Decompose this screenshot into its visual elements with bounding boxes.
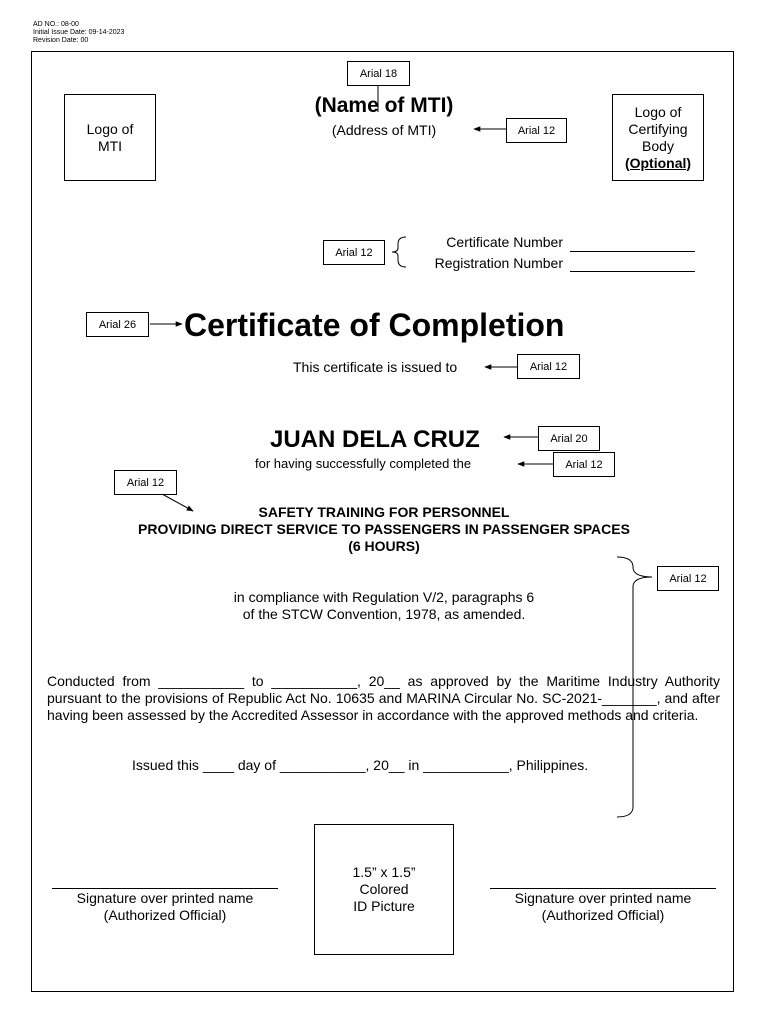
optional-label: (Optional) [624, 154, 692, 171]
left-official-label: (Authorized Official) [103, 907, 227, 923]
certificate-number-blank[interactable] [570, 251, 695, 252]
course-line-1: SAFETY TRAINING FOR PERSONNEL [258, 504, 510, 520]
course-font-tag-label: Arial 12 [126, 476, 165, 489]
left-signature-block [52, 890, 278, 924]
mti-address: (Address of MTI) [331, 122, 437, 138]
issued-to-text: This certificate is issued to [293, 359, 458, 375]
completed-text: for having successfully completed the [255, 456, 472, 471]
mti-logo-label: Logo of MTI [86, 120, 134, 154]
id-picture-label: ID Picture [353, 898, 415, 914]
id-picture-size: 1.5” x 1.5” [352, 864, 416, 880]
certifying-logo-label-2: Certifying [628, 120, 688, 137]
title-font-tag-label: Arial 26 [98, 318, 137, 331]
id-picture-colored: Colored [359, 881, 409, 897]
certificate-title: Certificate of Completion [184, 307, 565, 343]
issued-font-tag-label: Arial 12 [529, 360, 568, 373]
compliance-line-2: of the STCW Convention, 1978, as amended. [242, 606, 526, 622]
completed-font-tag-label: Arial 12 [565, 458, 603, 471]
mti-logo-placeholder [64, 94, 156, 181]
number-labels [400, 232, 563, 274]
certifying-logo-label-1: Logo of [634, 103, 682, 120]
course-font-tag [114, 470, 177, 495]
recipient-font-tag-label: Arial 20 [550, 432, 588, 445]
name-font-tag-label: Arial 18 [359, 67, 398, 80]
document-control-info [33, 21, 124, 45]
body-font-tag-label: Arial 12 [669, 572, 707, 585]
course-line-2: PROVIDING DIRECT SERVICE TO PASSENGERS IN PASSENGER SPACES [138, 521, 630, 537]
address-font-tag-label: Arial 12 [517, 124, 556, 137]
conducted-paragraph: Conducted from ___________ to ___________, 20__ as approved by the Maritime Industry Authority pursuant to the provisions of Republic Act No. 10635 and MARINA Circular No. SC-2021-_______, and after having been assessed by the Accredited Assessor in accordance with the approved methods and criteria. [47, 673, 720, 723]
registration-number-label: Registration Number [434, 255, 563, 271]
compliance-text [134, 589, 634, 623]
right-official-label: (Authorized Official) [541, 907, 665, 923]
initial-issue-date: Initial Issue Date: 09-14-2023 [33, 29, 125, 36]
certifying-logo-label-3: Body [642, 137, 674, 154]
recipient-name: JUAN DELA CRUZ [270, 426, 480, 453]
numbers-font-tag [323, 240, 385, 265]
body-font-tag [657, 566, 719, 591]
registration-number-blank[interactable] [570, 271, 695, 272]
right-signature-block [490, 890, 716, 924]
right-signature-line[interactable] [490, 888, 716, 889]
ad-number: AD NO.: 08-00 [33, 21, 79, 28]
course-line-3: (6 HOURS) [348, 538, 420, 554]
completed-font-tag [553, 452, 615, 477]
course-title [84, 504, 684, 555]
title-font-tag [86, 312, 149, 337]
id-picture-placeholder [314, 824, 454, 955]
numbers-font-tag-label: Arial 12 [335, 246, 373, 259]
recipient-font-tag [538, 426, 600, 451]
right-signature-label: Signature over printed name [514, 890, 692, 906]
left-signature-label: Signature over printed name [76, 890, 254, 906]
compliance-line-1: in compliance with Regulation V/2, paragraphs 6 [233, 589, 535, 605]
issued-font-tag [517, 354, 580, 379]
name-font-tag [347, 61, 410, 86]
certifying-body-logo-placeholder [612, 94, 704, 181]
certificate-number-label: Certificate Number [446, 234, 563, 250]
address-font-tag [506, 118, 567, 143]
mti-name: (Name of MTI) [314, 94, 454, 117]
issued-this-text: Issued this ____ day of ___________, 20__ in ___________, Philippines. [132, 757, 589, 773]
revision-date: Revision Date: 00 [33, 37, 89, 44]
left-signature-line[interactable] [52, 888, 278, 889]
